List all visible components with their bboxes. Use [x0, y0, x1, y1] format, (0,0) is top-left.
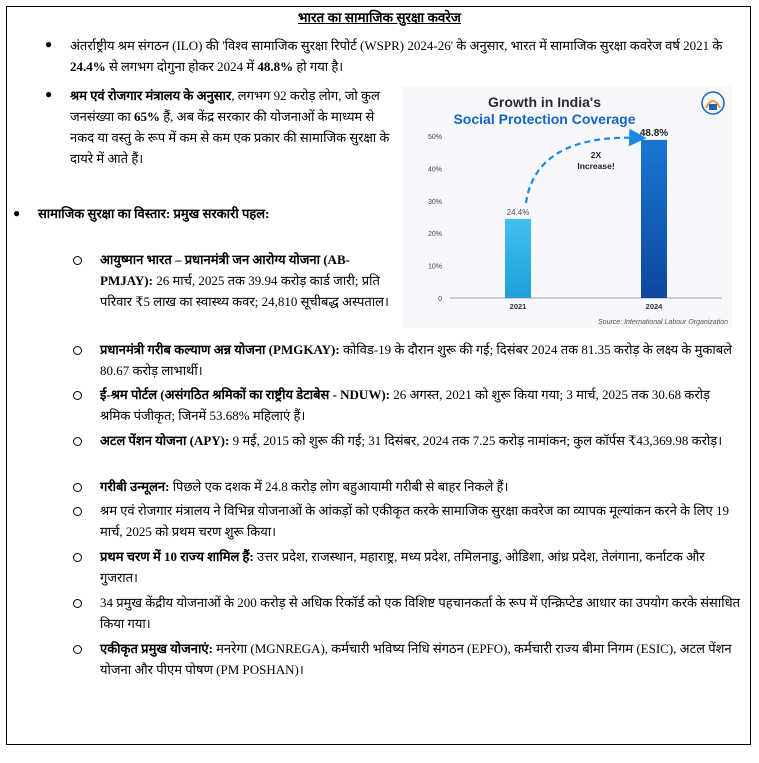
circle-bullet: [73, 483, 82, 492]
circle-bullet: [73, 437, 82, 446]
annotation-line2: Increase!: [577, 160, 615, 171]
pib-logo-icon: [698, 90, 728, 120]
section-heading: सामाजिक सुरक्षा का विस्तार: प्रमुख सरकारी पहल:: [38, 206, 270, 221]
scheme-item-poverty: गरीबी उन्मूलन: पिछले एक दशक में 24.8 करोड़ लोग बहुआयामी गरीबी से बाहर निकले हैं।: [100, 479, 509, 494]
scheme-item-states: प्रथम चरण में 10 राज्य शामिल हैं: उत्तर प्रदेश, राजस्थान, महाराष्ट्र, मध्य प्रदेश, तमिलनाडु, ओडिशा, आंध्र प्रदेश, तेलंगाना, कर्नाटक और गुजरात।: [100, 549, 705, 585]
scheme-item-pmgkay: प्रधानमंत्री गरीब कल्याण अन्न योजना (PMGKAY): कोविड-19 के दौरान शुरू की गई; दिसंबर 2024 तक 81.35 करोड़ के लक्ष्य के मुकाबले 80.67 करोड़ लाभार्थी।: [100, 342, 732, 378]
x-tick-label: 2021: [509, 302, 527, 311]
circle-bullet: [73, 256, 82, 265]
bar-2024: [641, 140, 667, 298]
scheme-item-integrated: एकीकृत प्रमुख योजनाएं: मनरेगा (MGNREGA), कर्मचारी भविष्य निधि संगठन (EPFO), कर्मचारी राज्य बीमा निगम (ESIC), अटल पेंशन योजना और पीएम पोषण (PM POSHAN)।: [100, 641, 732, 677]
bar-2021: [505, 219, 531, 298]
figure-title-line2: Social Protection Coverage: [453, 111, 636, 127]
scheme-item-eshram: ई-श्रम पोर्टल (असंगठित श्रमिकों का राष्ट्रीय डेटाबेस - NDUW): 26 अगस्त, 2021 को शुरू किया गया; 3 मार्च, 2025 तक 30.68 करोड़ श्रमिक पंजीकृत; जिनमें 53.68% महिलाएं हैं।: [100, 387, 711, 423]
circle-bullet: [73, 391, 82, 400]
intro-paragraph-2: श्रम एवं रोजगार मंत्रालय के अनुसार, लगभग 92 करोड़ लोग, जो कुल जनसंख्या का 65% हैं, अब केंद्र सरकार की योजनाओं के माध्यम से नकद या वस्तु के रूप में कम से कम एक प्रकार की सामाजिक सुरक्षा के दायरे में आते हैं।: [70, 88, 390, 166]
bar-value-label: 48.8%: [639, 127, 669, 139]
figure-source: Source: International Labour Organization: [598, 319, 728, 326]
circle-bullet: [73, 507, 82, 516]
y-tick-label: 20%: [427, 231, 442, 239]
scheme-item-phase1: श्रम एवं रोजगार मंत्रालय ने विभिन्न योजनाओं के आंकड़ों को एकीकृत करके सामाजिक सुरक्षा कवरेज का व्यापक मूल्यांकन करने के लिए 19 मार्च, 2025 को प्रथम चरण शुरू किया।: [100, 503, 729, 539]
bullet-dot: ●: [45, 87, 53, 101]
y-tick-label: 30%: [427, 198, 442, 206]
figure-title-line1: Growth in India's: [488, 94, 601, 110]
scheme-item-records: 34 प्रमुख केंद्रीय योजनाओं के 200 करोड़ से अधिक रिकॉर्ड को एक विशिष्ट पहचानकर्ता के रूप में एन्क्रिप्टेड आधार का उपयोग करके संसाधित किया गया।: [100, 595, 740, 631]
x-tick-label: 2024: [645, 302, 663, 311]
annotation-line1: 2X: [590, 149, 602, 160]
scheme-item-apy: अटल पेंशन योजना (APY): 9 मई, 2015 को शुरू की गई; 31 दिसंबर, 2024 तक 7.25 करोड़ नामांकन; कुल कॉर्पस ₹43,369.98 करोड़।: [100, 433, 723, 448]
circle-bullet: [73, 645, 82, 654]
circle-bullet: [73, 346, 82, 355]
page-title: भारत का सामाजिक सुरक्षा कवरेज: [298, 10, 461, 25]
coverage-figure: [402, 86, 732, 328]
y-tick-label: 40%: [427, 166, 442, 174]
bar-value-label: 24.4%: [506, 207, 530, 217]
circle-bullet: [73, 599, 82, 608]
bullet-dot: ●: [45, 37, 53, 51]
bullet-dot: ●: [13, 206, 21, 220]
y-tick-label: 0: [438, 296, 442, 303]
y-tick-label: 50%: [427, 134, 442, 141]
scheme-item-ab-pmjay: आयुष्मान भारत – प्रधानमंत्री जन आरोग्य योजना (AB-PMJAY): 26 मार्च, 2025 तक 39.94 करोड़ कार्ड जारी; प्रति परिवार ₹5 लाख का स्वास्थ्य कवर; 24,810 सूचीबद्ध अस्पताल।: [100, 252, 389, 309]
circle-bullet: [73, 553, 82, 562]
coverage-chart: [402, 126, 732, 316]
y-tick-label: 10%: [427, 263, 442, 271]
intro-paragraph-1: अंतर्राष्ट्रीय श्रम संगठन (ILO) की 'विश्व सामाजिक सुरक्षा रिपोर्ट (WSPR) 2024-26' के अनुसार, भारत में सामाजिक सुरक्षा कवरेज वर्ष 2021 के 24.4% से लगभग दोगुना होकर 2024 में 48.8% हो गया है।: [70, 38, 723, 74]
